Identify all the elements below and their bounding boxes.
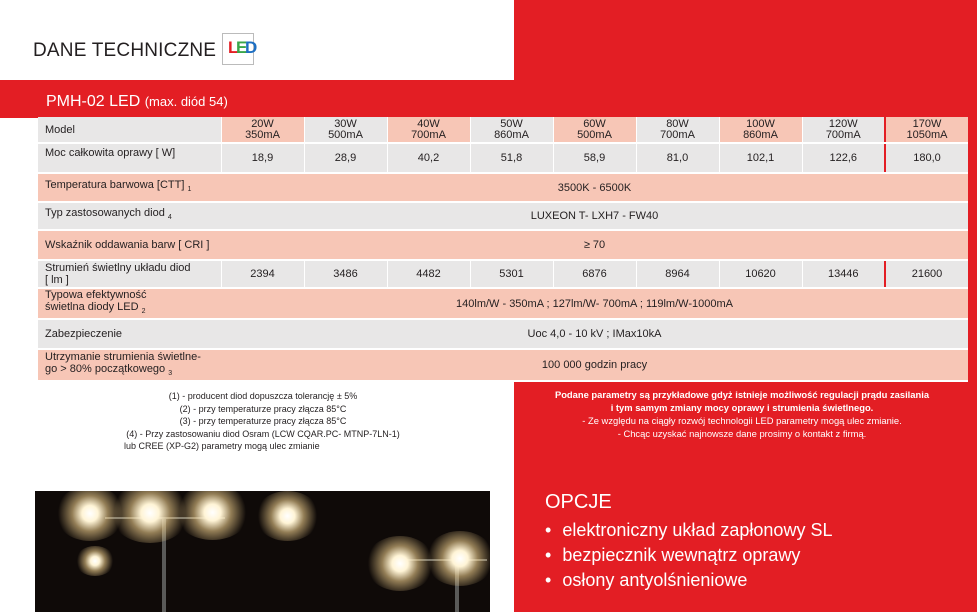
model-cell: 60W 500mA [553, 117, 636, 143]
options-item: • osłony antyolśnieniowe [545, 568, 832, 593]
row-label-model: Model [38, 117, 221, 143]
street-lamp-photo [35, 491, 490, 612]
table-row-maintenance [38, 349, 968, 381]
diode-value: LUXEON T- LXH7 - FW40 [221, 202, 968, 230]
row-label-flux: Strumień świetlny układu diod [ lm ] [38, 260, 221, 288]
maintenance-value: 100 000 godzin pracy [221, 349, 968, 381]
table-row-diode [38, 202, 968, 230]
footnote: (4) - Przy zastosowaniu diod Osram (LCW CQAR.PC- MTNP-7LN-1) [126, 428, 400, 439]
row-label-protection: Zabezpieczenie [38, 319, 221, 349]
power-cell: 58,9 [553, 143, 636, 173]
flux-cell: 8964 [636, 260, 719, 288]
options-item: • elektroniczny układ zapłonowy SL [545, 518, 832, 543]
model-cell: 100W 860mA [719, 117, 802, 143]
footnote: (3) - przy temperaturze pracy złącza 85°C [179, 416, 347, 426]
row-label-cri: Wskaźnik oddawania barw [ CRI ] [38, 230, 221, 260]
power-cell: 180,0 [885, 143, 968, 173]
product-note: (max. diód 54) [144, 94, 228, 109]
flux-cell: 3486 [304, 260, 387, 288]
footnote: (1) - producent diod dopuszcza tolerancję ± 5% [168, 391, 358, 401]
disclaimer-notes [528, 388, 956, 440]
footnote: lub CREE (XP-G2) parametry mogą ulec zmianie [124, 441, 320, 451]
logo-letter-d: D [245, 38, 258, 57]
options-list [545, 518, 832, 593]
led-logo [222, 33, 258, 65]
flux-cell: 2394 [221, 260, 304, 288]
power-cell: 81,0 [636, 143, 719, 173]
disclaimer-line: i tym samym zmiany mocy oprawy i strumienia świetlnego. [610, 402, 874, 413]
row-label-diode: Typ zastosowanych diod $_4$ [38, 202, 221, 230]
power-cell: 28,9 [304, 143, 387, 173]
flux-cell: 6876 [553, 260, 636, 288]
table-row-power [38, 143, 968, 173]
efficiency-value: 140lm/W - 350mA ; 127lm/W- 700mA ; 119lm/W-1000mA [221, 288, 968, 319]
spec-table [38, 117, 968, 382]
disclaimer-line: - Ze względu na ciągły rozwój technologii LED parametry mogą ulec zmianie. [582, 415, 902, 426]
flux-cell: 10620 [719, 260, 802, 288]
table-row-flux [38, 260, 968, 288]
table-row-protection [38, 319, 968, 349]
row-label-maintenance: Utrzymanie strumienia świetlne- go > 80% początkowego $_3$ [38, 349, 221, 381]
flux-cell: 4482 [387, 260, 470, 288]
page-title: DANE TECHNICZNE [33, 40, 217, 61]
disclaimer-line: Podane parametry są przykładowe gdyż istnieje możliwość regulacji prądu zasilania [554, 389, 930, 400]
model-cell: 30W 500mA [304, 117, 387, 143]
flux-cell: 21600 [885, 260, 968, 288]
model-cell: 20W 350mA [221, 117, 304, 143]
table-row-model [38, 117, 968, 143]
product-title [46, 93, 228, 111]
flux-cell: 13446 [802, 260, 885, 288]
protection-value: Uoc 4,0 - 10 kV ; IMax10kA [221, 319, 968, 349]
options-item: • bezpiecznik wewnątrz oprawy [545, 543, 832, 568]
row-label-efficiency: Typowa efektywność świetlna diody LED $_2$ [38, 288, 221, 319]
power-cell: 18,9 [221, 143, 304, 173]
model-cell: 80W 700mA [636, 117, 719, 143]
cct-value: 3500K - 6500K [221, 173, 968, 202]
options-title: OPCJE [545, 491, 612, 513]
model-cell: 50W 860mA [470, 117, 553, 143]
table-row-efficiency [38, 288, 968, 319]
power-cell: 40,2 [387, 143, 470, 173]
table-row-cri [38, 230, 968, 260]
model-cell: 40W 700mA [387, 117, 470, 143]
row-label-power: Moc całkowita oprawy [ W] [38, 143, 221, 173]
row-label-cct: Temperatura barwowa [CTT] $_1$ [38, 173, 221, 202]
footnotes [98, 390, 428, 453]
cri-value: ≥ 70 [221, 230, 968, 260]
power-cell: 102,1 [719, 143, 802, 173]
power-cell: 122,6 [802, 143, 885, 173]
model-cell: 170W 1050mA [885, 117, 968, 143]
flux-cell: 5301 [470, 260, 553, 288]
logo-letter-l: L [228, 38, 239, 57]
product-name: PMH-02 LED [46, 93, 141, 110]
disclaimer-line: - Chcąc uzyskać najnowsze dane prosimy o kontakt z firmą. [617, 428, 867, 439]
table-row-cct [38, 173, 968, 202]
model-cell: 120W 700mA [802, 117, 885, 143]
power-cell: 51,8 [470, 143, 553, 173]
logo-letter-e: E [236, 38, 248, 57]
footnote: (2) - przy temperaturze pracy złącza 85°C [179, 403, 347, 414]
